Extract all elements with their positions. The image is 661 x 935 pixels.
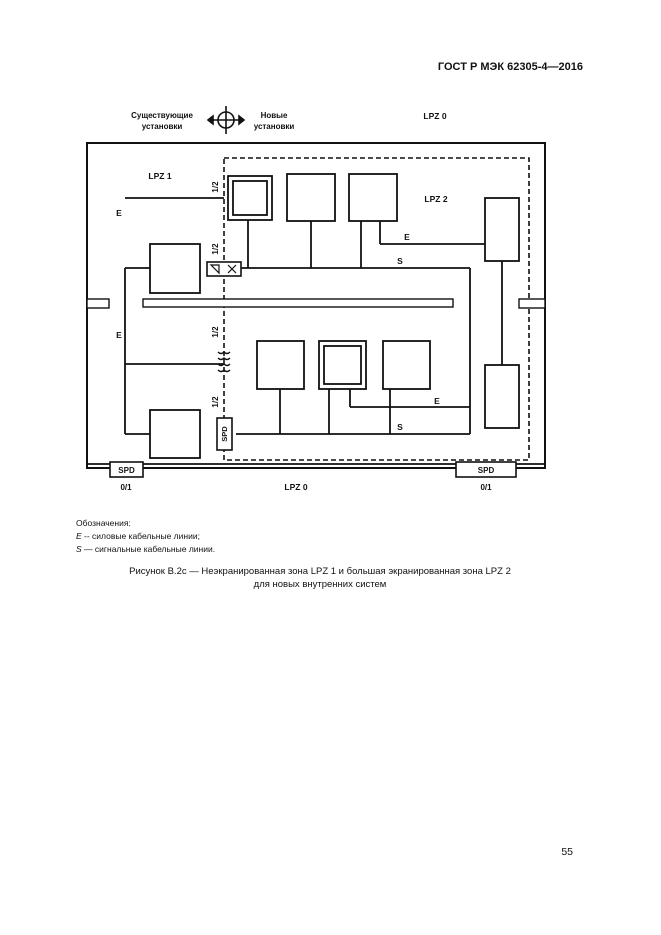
legend-key: E [76,531,82,541]
figure-caption-line-2: для новых внутренних систем [253,579,387,590]
lpz1-label: LPZ 1 [148,171,172,181]
legend-text: -- силовые кабельные линии; [81,531,200,541]
devices [150,174,519,458]
legend-item-power [76,531,200,541]
lpz0-top-label: LPZ 0 [423,111,447,121]
existing-label-2: установки [141,122,183,131]
signal-mark-upper: S [397,256,403,266]
existing-label-1: Существующие [131,111,193,120]
spd-entry-right-label: SPD [477,466,495,475]
document-header: ГОСТ Р МЭК 62305-4—2016 [437,61,583,73]
boundary-mark-4: 1/2 [211,396,220,408]
wall-penetration-right [519,299,545,308]
legend-item-signal [76,544,215,554]
boundary-mark-1: 1/2 [211,181,220,193]
power-mark-left: E [116,330,122,340]
boundary-mark-3: 1/2 [211,326,220,338]
spd-symbol-upper [207,262,241,276]
power-mark-top: E [116,208,122,218]
power-mark-lower: E [434,396,440,406]
boundary-mark-2: 1/2 [211,243,220,255]
double-arrow-icon [208,106,244,134]
power-mark-right: E [404,232,410,242]
legend-key: S [76,544,82,554]
lpz0-bottom-label: LPZ 0 [284,482,308,492]
legend-title: Обозначения: [76,518,131,528]
shield-plate [143,299,453,307]
wall-penetration-left [87,299,109,308]
signal-mark-lower: S [397,422,403,432]
boundary-01-left: 0/1 [120,483,132,492]
page-number: 55 [561,846,573,858]
spd-lower-label: SPD [220,426,229,442]
lpz2-label: LPZ 2 [424,194,448,204]
legend-text: — сигнальные кабельные линии. [81,544,216,554]
figure-caption-line-1: Рисунок B.2c — Неэкранированная зона LPZ 1 и большая экранированная зона LPZ 2 [129,566,511,577]
new-label-1: Новые [260,111,288,120]
new-label-2: установки [253,122,295,131]
spd-entry-left-label: SPD [118,466,135,475]
boundary-01-right: 0/1 [480,483,492,492]
